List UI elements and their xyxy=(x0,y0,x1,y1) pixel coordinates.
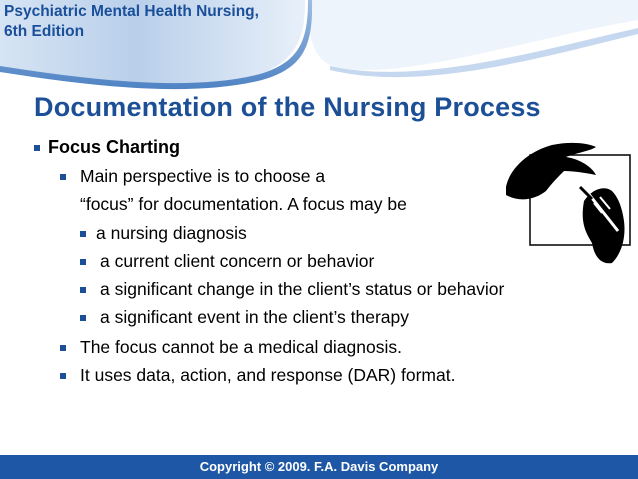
square-bullet-icon xyxy=(60,174,66,180)
square-bullet-icon xyxy=(80,231,86,237)
book-title-line-2: 6th Edition xyxy=(4,23,85,40)
focus-item-3: a significant change in the client’s status or behavior xyxy=(100,279,505,299)
square-bullet-icon xyxy=(60,373,66,379)
square-bullet-icon xyxy=(60,345,66,351)
main-bullet-text: Focus Charting xyxy=(48,137,181,157)
square-bullet-icon xyxy=(80,287,86,293)
copyright-text: Copyright © 2009. F.A. Davis Company xyxy=(199,459,439,474)
sub-bullet-2: The focus cannot be a medical diagnosis. xyxy=(80,337,402,357)
hand-writing-with-pen-icon xyxy=(500,137,634,276)
square-bullet-icon xyxy=(80,259,86,265)
square-bullet-icon xyxy=(34,145,40,151)
sub-bullet-3: It uses data, action, and response (DAR) format. xyxy=(80,365,456,385)
book-title xyxy=(4,2,259,42)
focus-item-4: a significant event in the client’s therapy xyxy=(100,307,410,327)
header-band xyxy=(0,0,638,92)
square-bullet-icon xyxy=(80,315,86,321)
book-title-line-1: Psychiatric Mental Health Nursing, xyxy=(4,3,259,20)
slide-title: Documentation of the Nursing Process xyxy=(34,92,541,122)
focus-item-2: a current client concern or behavior xyxy=(100,251,375,271)
sub-bullet-1-line-2: “focus” for documentation. A focus may be xyxy=(80,194,407,214)
focus-item-1: a nursing diagnosis xyxy=(96,223,247,243)
sub-bullet-1-line-1: Main perspective is to choose a xyxy=(80,166,326,186)
